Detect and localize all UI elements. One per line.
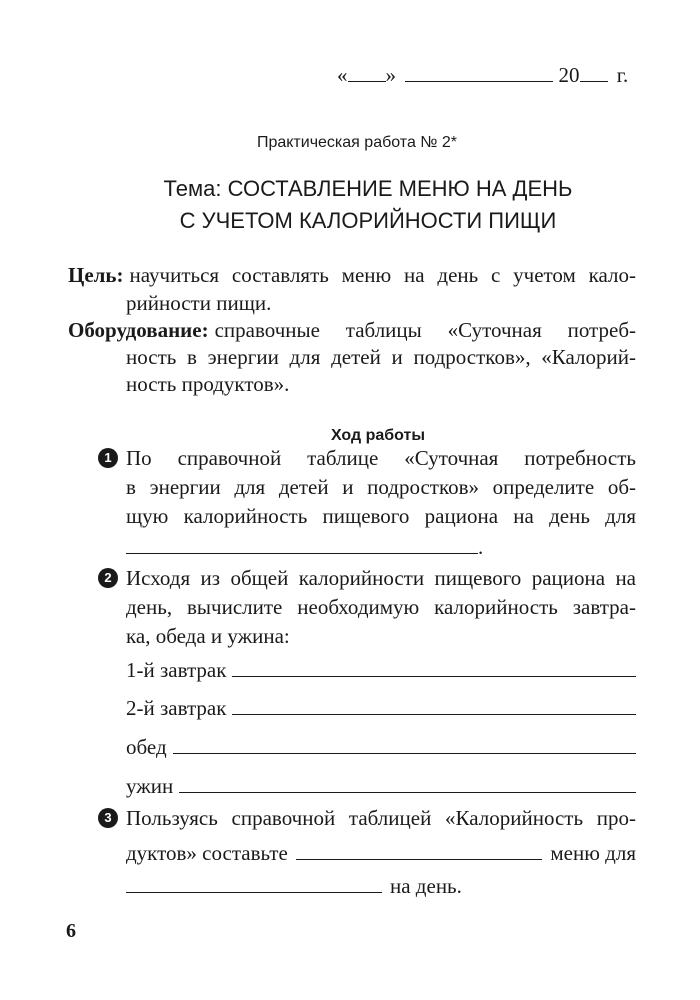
step-2-number-icon: 2 — [98, 568, 118, 588]
year-prefix: 20 — [558, 63, 580, 87]
quote-open: « — [337, 63, 348, 87]
step-2-text: ка, обеда и ужина: — [126, 624, 290, 648]
step-1-answer-blank[interactable] — [126, 535, 478, 554]
date-line — [337, 62, 628, 88]
equipment-line1 — [68, 317, 636, 343]
goal-label: Цель: — [68, 263, 124, 287]
step-2-text: день, вычислите необходимую калорийность завтра- — [126, 595, 636, 619]
step-3-line2 — [126, 840, 636, 866]
progress-heading: Ход работы — [330, 427, 426, 444]
field-breakfast-1 — [126, 657, 636, 683]
field-lunch — [126, 734, 636, 760]
field-dinner — [126, 773, 636, 799]
year-blank[interactable] — [580, 63, 608, 82]
work-label: Практическая работа № 2* — [256, 134, 458, 151]
step-1-text: По справочной таблице «Суточная потребность — [126, 446, 636, 470]
step-2-text: Исходя из общей калорийности пищевого рациона на — [126, 566, 636, 590]
step-1-number-icon: 1 — [98, 448, 118, 468]
goal-line1 — [68, 262, 636, 288]
field-label: 2-й завтрак — [126, 696, 227, 720]
field-label: ужин — [126, 774, 174, 798]
step-3-line3 — [126, 873, 462, 899]
field-label: 1-й завтрак — [126, 658, 227, 682]
equipment-text-cont: ность в энергии для детей и подростков», «Калорий- — [126, 345, 636, 369]
step-3-text: дуктов» составьте — [126, 841, 288, 865]
step-1-answer — [126, 534, 483, 560]
step-3-text: на день. — [390, 874, 462, 898]
field-breakfast-2 — [126, 695, 636, 721]
field-blank[interactable] — [232, 658, 636, 677]
title-line2: С УЧЕТОМ КАЛОРИЙНОСТИ ПИЩИ — [179, 208, 557, 233]
step-3-text: Пользуясь справочной таблицей «Калорийность про- — [126, 806, 636, 830]
equipment-label: Оборудование: — [68, 318, 209, 342]
year-suffix: г. — [616, 63, 629, 87]
field-blank[interactable] — [232, 696, 636, 715]
menu-type-blank[interactable] — [296, 841, 543, 860]
goal-text: научиться составлять меню на день с учетом кало- — [129, 263, 636, 287]
step-1-text: щую калорийность пищевого рациона на день для — [126, 504, 636, 528]
day-blank[interactable] — [348, 63, 386, 82]
step-1-text: в энергии для детей и подростков» определите об- — [126, 475, 636, 499]
field-blank[interactable] — [179, 774, 636, 793]
who-blank[interactable] — [126, 874, 382, 893]
equipment-text-end: ность продуктов». — [126, 372, 290, 396]
title-line1: Тема: СОСТАВЛЕНИЕ МЕНЮ НА ДЕНЬ — [163, 176, 573, 201]
page-number: 6 — [66, 920, 76, 942]
equipment-text: справочные таблицы «Суточная потреб- — [214, 318, 636, 342]
step-3-text: меню для — [550, 841, 636, 865]
step-3-number-icon: 3 — [98, 808, 118, 828]
goal-text-cont: рийности пищи. — [126, 291, 272, 315]
period: . — [478, 535, 484, 559]
field-label: обед — [126, 735, 167, 759]
field-blank[interactable] — [173, 735, 636, 754]
month-blank[interactable] — [405, 63, 553, 82]
quote-close: » — [385, 63, 396, 87]
